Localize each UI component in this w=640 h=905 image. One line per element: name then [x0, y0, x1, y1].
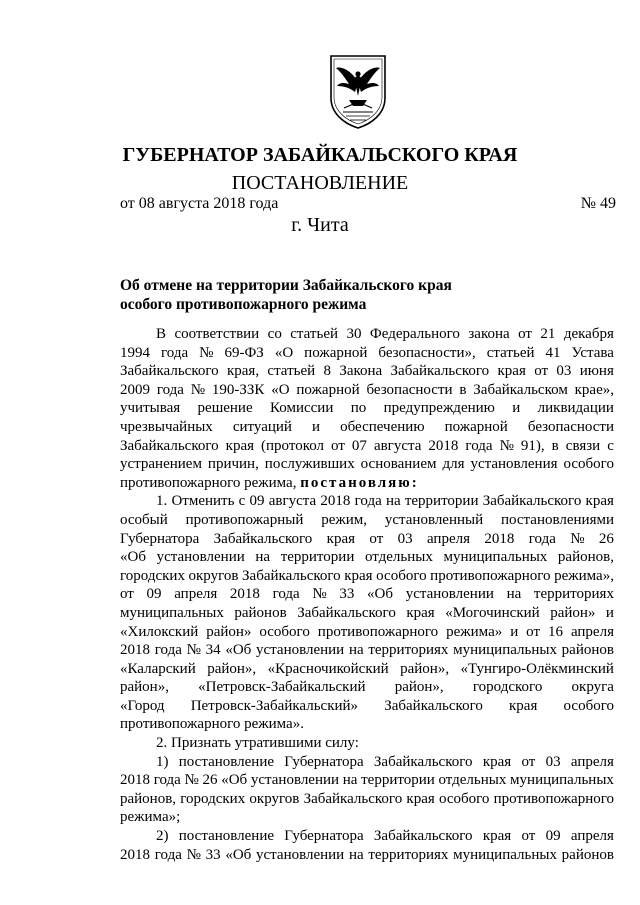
text-line: Губернатора Забайкальского края от 03 апреля 2018 года № 26: [120, 530, 614, 547]
issuing-authority: ГУБЕРНАТОР ЗАБАЙКАЛЬСКОГО КРАЯ: [122, 144, 518, 166]
text-line: 2009 года № 190-ЗЗК «О пожарной безопасности в Забайкальском крае»,: [120, 381, 614, 398]
text-line: район», «Петровск-Забайкальский район», городского округа: [120, 679, 614, 696]
title-line: особого противопожарного режима: [120, 296, 367, 313]
text-line: учитывая решение Комиссии по предупреждению и ликвидации: [120, 400, 614, 417]
text-line: городских округов Забайкальского края особого противопожарного режима»,: [120, 567, 614, 584]
text-line: 2) постановление Губернатора Забайкальского края от 09 апреля: [156, 828, 614, 845]
text-line: Забайкальского края, статьей 8 Закона Забайкальского края от 03 июня: [120, 363, 614, 380]
resolution-keyword: постановляю:: [300, 474, 419, 491]
text-line: особый противопожарный режим, установленный постановлениями: [120, 511, 614, 528]
text-line: 1. Отменить с 09 августа 2018 года на территории Забайкальского края: [156, 493, 614, 510]
text-line: Забайкальского края (протокол от 07 августа 2018 года № 91), в связи с: [120, 437, 614, 454]
text-line: [120, 474, 614, 493]
text-line: противопожарного режима».: [120, 716, 304, 733]
text-line: муниципальных районов Забайкальского края «Могочинский район» и: [120, 604, 614, 621]
text-line: районов, городских округов Забайкальского края особого противопожарного: [120, 790, 614, 807]
document-body: [120, 325, 614, 864]
document-date: от 08 августа 2018 года: [120, 195, 279, 212]
text-line: 1) постановление Губернатора Забайкальского края от 03 апреля: [156, 753, 614, 770]
text-line: 2018 года № 26 «Об установлении на территории отдельных муниципальных: [120, 772, 614, 789]
text-line: «Каларский район», «Красночикойский район», «Тунгиро-Олёкминский: [120, 660, 614, 677]
text-line: 2018 года № 33 «Об установлении на территориях муниципальных районов: [120, 846, 614, 863]
text-line: 1994 года № 69-ФЗ «О пожарной безопасности», статьей 41 Устава: [120, 344, 614, 361]
coat-of-arms-icon: [327, 52, 389, 130]
document-number: № 49: [580, 195, 616, 212]
text-line: «Хилокский район» особого противопожарного режима» и от 16 апреля: [120, 623, 614, 640]
document-city: г. Чита: [291, 214, 349, 236]
document-type: ПОСТАНОВЛЕНИЕ: [231, 172, 409, 194]
text-line: режима»;: [120, 809, 181, 826]
text-line: устранением причин, послуживших основанием для установления особого: [120, 456, 614, 473]
document-title: [120, 276, 480, 314]
title-line: Об отмене на территории Забайкальского края: [120, 277, 452, 294]
text-line: 2018 года № 34 «Об установлении на территориях муниципальных районов: [120, 642, 614, 659]
text-line: В соответствии со статьей 30 Федерального закона от 21 декабря: [156, 326, 614, 342]
text-line: «Об установлении на территории отдельных муниципальных районов,: [120, 549, 614, 566]
text-line: 2. Признать утратившими силу:: [156, 735, 359, 752]
text-line: от 09 апреля 2018 года № 33 «Об установлении на территориях: [120, 586, 614, 603]
text-line: «Город Петровск-Забайкальский» Забайкальского края особого: [120, 697, 614, 714]
text-line: чрезвычайных ситуаций и обеспечению пожарной безопасности: [120, 418, 614, 435]
text-fragment: противопожарного режима,: [120, 474, 297, 491]
